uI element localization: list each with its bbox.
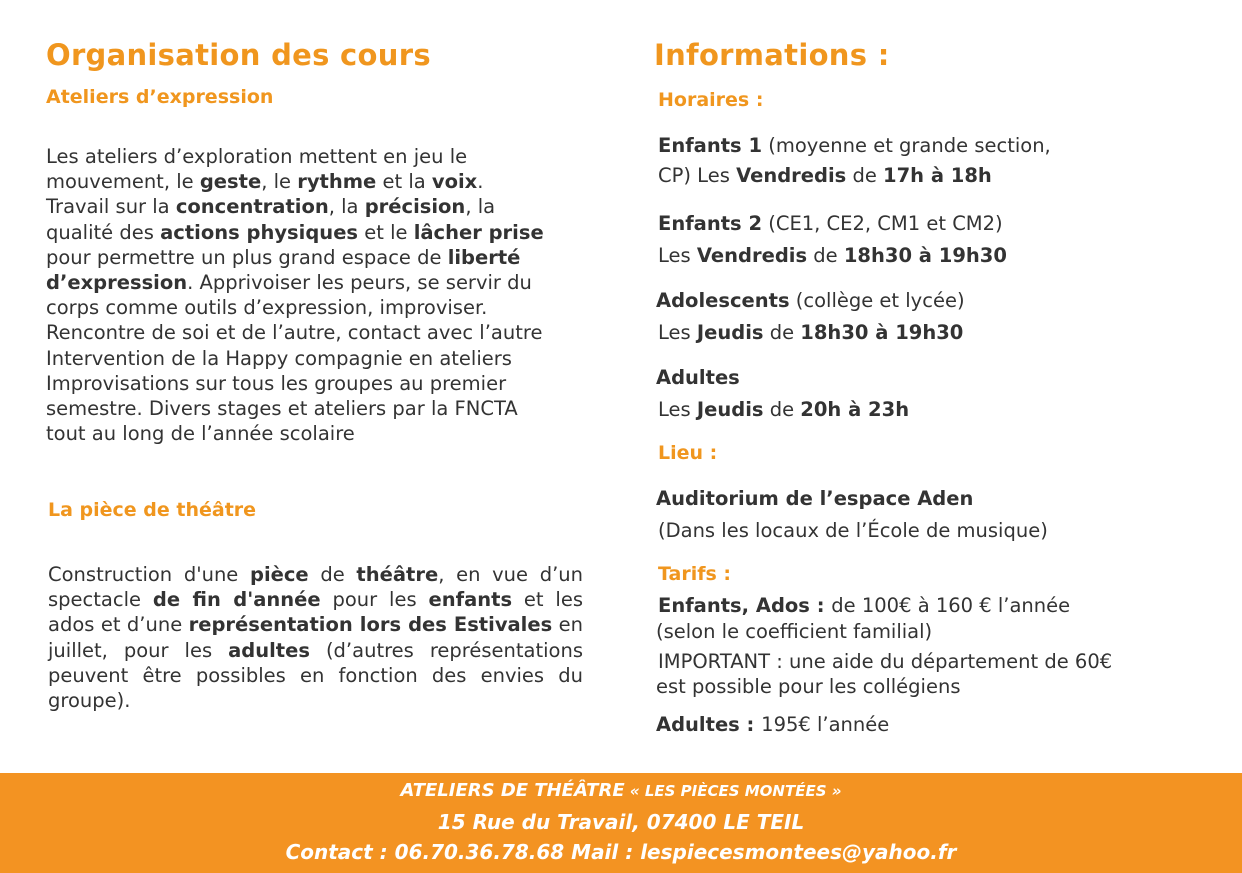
text-run: CP) Les bbox=[658, 164, 737, 187]
bold-text: concentration bbox=[175, 195, 329, 219]
bold-text: actions physiques bbox=[160, 220, 359, 244]
text-run: pour permettre un plus grand espace de bbox=[46, 245, 448, 269]
tarif-important-cont bbox=[656, 674, 961, 700]
bold-text: Adultes : bbox=[656, 713, 762, 736]
bold-text: Adultes bbox=[656, 366, 740, 389]
organisation-title: Organisation des cours bbox=[46, 38, 431, 72]
ateliers-heading: Ateliers d’expression bbox=[46, 86, 274, 108]
tarif-coefficient bbox=[656, 619, 932, 645]
bold-text: 17h à 18h bbox=[883, 164, 992, 187]
text-run: mouvement, le bbox=[46, 170, 200, 194]
text-run: (collège et lycée) bbox=[789, 289, 965, 312]
text-run: Travail sur la bbox=[46, 195, 176, 219]
ateliers-line bbox=[46, 194, 606, 219]
piece-paragraph bbox=[48, 562, 583, 713]
text-run: 195€ l’année bbox=[761, 713, 890, 736]
schedule-line bbox=[658, 161, 1051, 191]
bold-text: représentation lors des Estivales bbox=[188, 613, 553, 637]
text-run: Improvisations sur tous les groupes au premier bbox=[46, 371, 507, 395]
text-run: . bbox=[477, 170, 484, 194]
ateliers-line bbox=[46, 144, 606, 169]
schedule-enfants2 bbox=[658, 208, 1007, 272]
bold-text: pièce bbox=[250, 563, 309, 586]
text-run: tout au long de l’année scolaire bbox=[46, 422, 355, 446]
bold-text: Jeudis bbox=[696, 321, 764, 344]
footer-title bbox=[0, 778, 1242, 804]
horaires-heading: Horaires : bbox=[658, 89, 764, 111]
text-run: de bbox=[846, 164, 884, 187]
schedule-enfants1 bbox=[658, 131, 1051, 191]
text-run: , en vue d’un spectacle bbox=[48, 563, 584, 612]
text-run: , la bbox=[328, 195, 365, 219]
text-run: de bbox=[807, 244, 844, 267]
bold-text: 20h à 23h bbox=[800, 398, 910, 421]
bold-text: 18h30 à 19h30 bbox=[843, 244, 1007, 267]
text-run: Intervention de la Happy compagnie en ateliers bbox=[46, 346, 512, 370]
schedule-line bbox=[656, 362, 909, 394]
tarifs-heading: Tarifs : bbox=[658, 563, 732, 585]
text-run: de bbox=[763, 398, 801, 421]
ateliers-line bbox=[46, 346, 606, 371]
ateliers-line bbox=[46, 220, 606, 245]
lieu-name: Auditorium de l’espace Aden bbox=[656, 487, 974, 510]
text-run: (d’autres représentations peuvent être possibles en fonction des envies du groupe). bbox=[48, 638, 583, 713]
lieu-heading: Lieu : bbox=[658, 442, 718, 464]
ateliers-line bbox=[46, 169, 606, 194]
text-run: et les ados et d’une bbox=[48, 588, 584, 637]
piece-heading: La pièce de théâtre bbox=[48, 499, 257, 521]
text-run: corps comme outils d’expression, improviser. bbox=[46, 296, 488, 320]
schedule-line bbox=[656, 285, 965, 317]
schedule-line bbox=[658, 240, 1007, 272]
ateliers-line bbox=[46, 295, 606, 320]
bold-text: Vendredis bbox=[696, 244, 808, 267]
text-run: et la bbox=[376, 170, 432, 194]
tarif-adultes bbox=[656, 712, 889, 738]
footer-banner bbox=[0, 773, 1242, 873]
bold-text: Enfants 2 bbox=[658, 212, 763, 235]
ateliers-line bbox=[46, 270, 606, 295]
bold-text: Enfants 1 bbox=[658, 134, 763, 157]
text-run: Les bbox=[658, 244, 697, 267]
text-run: de bbox=[763, 321, 801, 344]
tarif-enfants bbox=[658, 593, 1070, 619]
bold-text: théâtre bbox=[356, 563, 439, 586]
ateliers-line bbox=[46, 371, 606, 396]
text-run: (selon le coefficient familial) bbox=[656, 620, 933, 643]
footer-title-main: ATELIERS DE THÉÂTRE bbox=[400, 780, 625, 801]
bold-text: Vendredis bbox=[736, 164, 847, 187]
bold-text: de fin d'année bbox=[152, 588, 321, 612]
text-run: de 100€ à 160 € l’année bbox=[831, 594, 1071, 617]
bold-text: lâcher prise bbox=[413, 220, 544, 244]
bold-text: voix bbox=[431, 170, 478, 194]
schedule-adolescents bbox=[656, 285, 965, 349]
text-run: et le bbox=[358, 220, 414, 244]
schedule-line bbox=[658, 208, 1007, 240]
text-run: (moyenne et grande section, bbox=[762, 134, 1051, 157]
bold-text: enfants bbox=[428, 588, 513, 612]
schedule-adultes bbox=[656, 362, 909, 426]
schedule-line bbox=[656, 394, 909, 426]
bold-text: précision bbox=[364, 195, 466, 219]
text-run: , le bbox=[261, 170, 298, 194]
text-run: Construction d'une bbox=[48, 563, 250, 586]
bold-text: 18h30 à 19h30 bbox=[800, 321, 964, 344]
text-run: (CE1, CE2, CM1 et CM2) bbox=[762, 212, 1003, 235]
bold-text: Adolescents bbox=[656, 289, 790, 312]
text-run: est possible pour les collégiens bbox=[656, 675, 961, 698]
bold-text: Jeudis bbox=[696, 398, 764, 421]
text-run: qualité des bbox=[46, 220, 161, 244]
text-run: Rencontre de soi et de l’autre, contact avec l’autre bbox=[46, 321, 543, 345]
text-run: en juillet, pour les bbox=[48, 613, 583, 662]
informations-title: Informations : bbox=[654, 38, 890, 72]
ateliers-line bbox=[46, 421, 606, 446]
schedule-line bbox=[656, 317, 965, 349]
text-run: Les ateliers d’exploration mettent en jeu le bbox=[46, 145, 468, 168]
ateliers-line bbox=[46, 245, 606, 270]
footer-address: 15 Rue du Travail, 07400 LE TEIL bbox=[437, 810, 805, 834]
text-run: pour les bbox=[320, 588, 429, 612]
text-run: IMPORTANT : une aide du département de 60€ bbox=[658, 650, 1113, 673]
text-run: de bbox=[308, 563, 357, 586]
tarif-important bbox=[658, 649, 1112, 675]
ateliers-paragraph bbox=[46, 144, 606, 446]
ateliers-line bbox=[46, 396, 606, 421]
footer-title-sub: « LES PIÈCES MONTÉES » bbox=[624, 782, 842, 800]
bold-text: geste bbox=[199, 170, 262, 194]
footer-contact: Contact : 06.70.36.78.68 Mail : lespiecesmontees@yahoo.fr bbox=[285, 840, 957, 864]
bold-text: Enfants, Ados : bbox=[658, 594, 832, 617]
text-run: , la bbox=[465, 195, 496, 219]
text-run: Les bbox=[658, 321, 697, 344]
bold-text: liberté bbox=[447, 245, 521, 269]
text-run: . Apprivoiser les peurs, se servir du bbox=[187, 271, 532, 295]
bold-text: rythme bbox=[297, 170, 377, 194]
lieu-detail: (Dans les locaux de l’École de musique) bbox=[658, 519, 1048, 542]
text-run: Les bbox=[658, 398, 697, 421]
schedule-line bbox=[658, 131, 1051, 161]
bold-text: d’expression bbox=[46, 271, 188, 295]
ateliers-line bbox=[46, 320, 606, 345]
bold-text: adultes bbox=[228, 638, 310, 662]
text-run: semestre. Divers stages et ateliers par la FNCTA bbox=[46, 397, 518, 421]
